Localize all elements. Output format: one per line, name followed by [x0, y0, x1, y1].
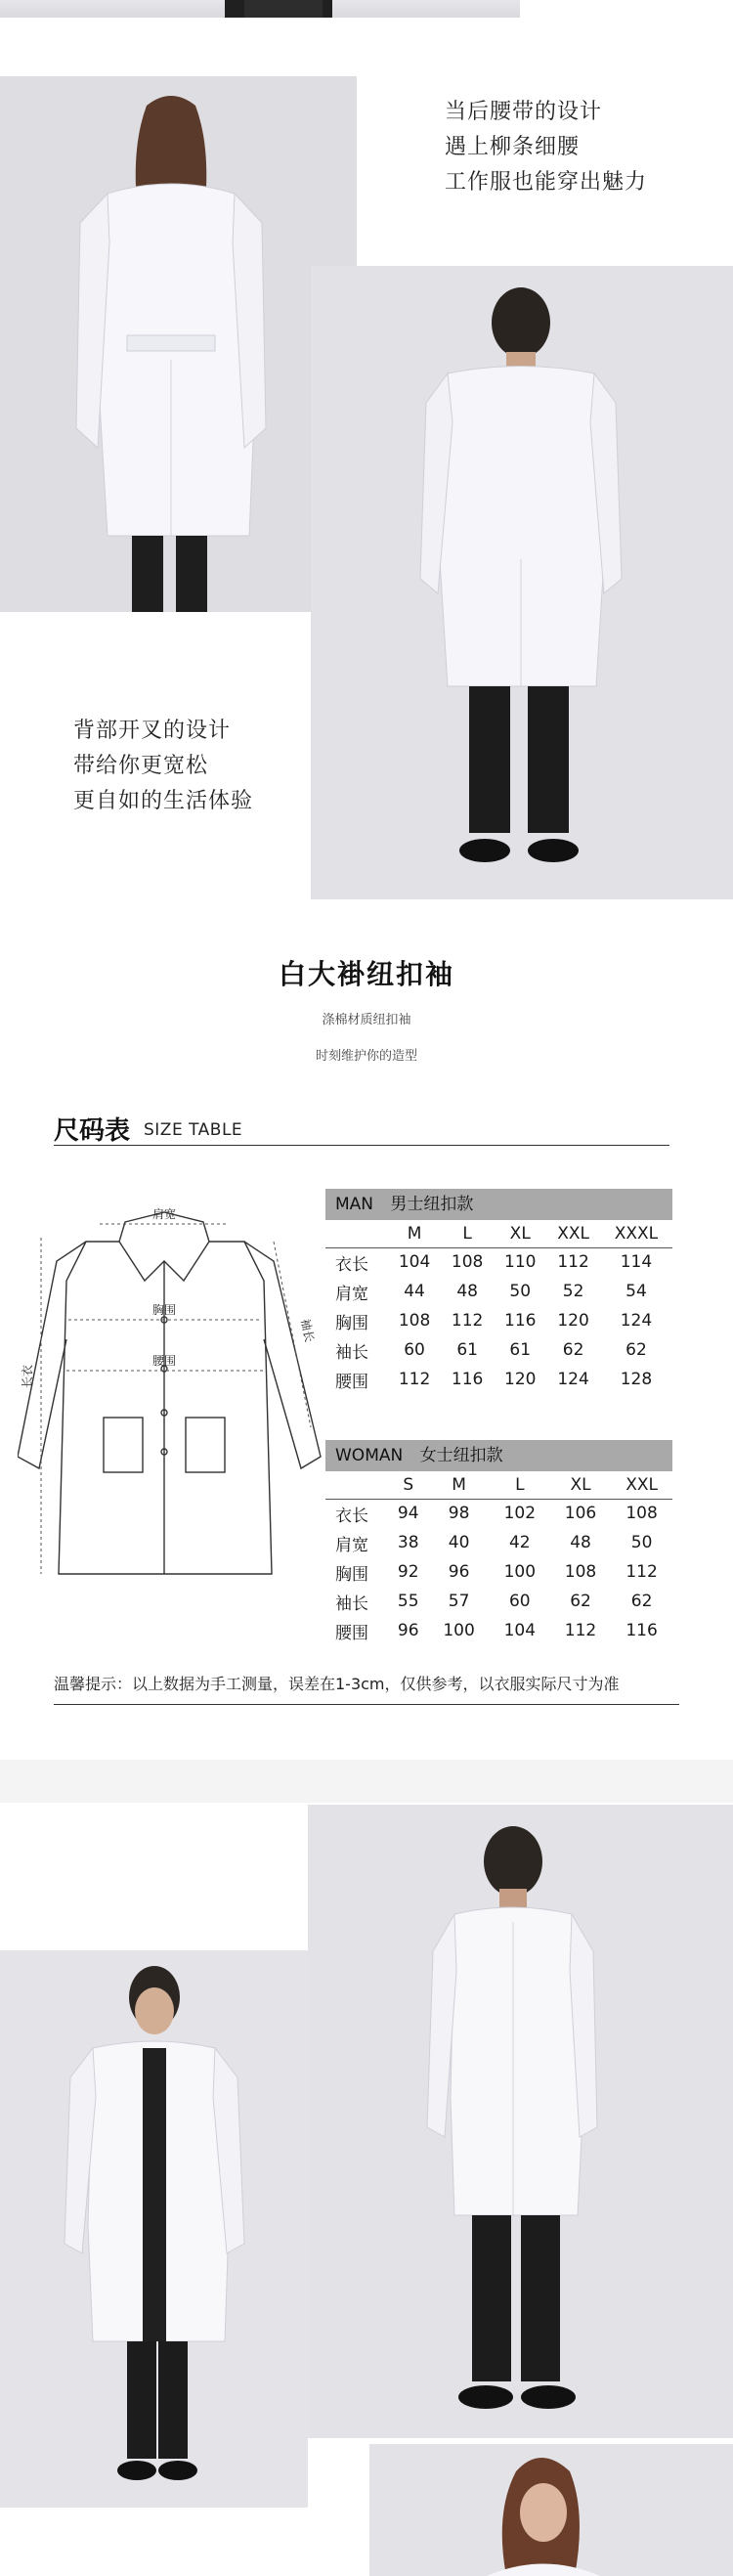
row-label: 肩宽: [335, 1284, 368, 1304]
man-table-header-bar: [325, 1189, 672, 1220]
table-cell: 112: [625, 1562, 658, 1582]
diagram-label-shoulder: 肩宽: [151, 1207, 177, 1221]
table-cell: 57: [448, 1592, 470, 1611]
table-cell: 61: [456, 1340, 478, 1360]
table-cell: 112: [564, 1621, 597, 1640]
size-col-header: S: [388, 1471, 428, 1499]
table-cell: 52: [562, 1282, 584, 1301]
caption-line: 工作服也能穿出魅力: [445, 170, 648, 195]
caption-line: 遇上柳条细腰: [445, 135, 581, 159]
size-col-header: M: [428, 1471, 489, 1499]
table-row: [325, 1499, 672, 1528]
size-header-row: [325, 1471, 672, 1499]
woman-front-view-photo: [369, 2444, 733, 2576]
woman-size-grid: [325, 1471, 672, 1645]
table-cell: 48: [570, 1533, 591, 1552]
table-cell: 112: [451, 1311, 484, 1331]
table-cell: 55: [397, 1592, 419, 1611]
row-label: 腰围: [335, 1372, 368, 1392]
table-cell: 62: [625, 1340, 647, 1360]
product-subtitle-2: 时刻维护你的造型: [315, 1049, 417, 1064]
size-col-header: XL: [494, 1220, 546, 1247]
table-row: [325, 1557, 672, 1587]
table-cell: 62: [562, 1340, 584, 1360]
row-label: 袖长: [335, 1594, 368, 1614]
row-label: 胸围: [335, 1564, 368, 1585]
man-size-grid: [325, 1220, 672, 1394]
table-cell: 54: [625, 1282, 647, 1301]
size-col-header: L: [441, 1220, 494, 1247]
woman-table-header-bar: [325, 1440, 672, 1471]
row-label: 衣长: [335, 1254, 368, 1275]
woman-label-zh: 女士纽扣款: [419, 1446, 503, 1465]
size-table-heading-en: SIZE TABLE: [144, 1120, 243, 1140]
table-row: [325, 1616, 672, 1645]
table-row: [325, 1277, 672, 1306]
man-side-view-photo: [308, 1805, 733, 2438]
table-row: [325, 1365, 672, 1394]
size-header-blank: [325, 1471, 388, 1499]
product-title: 白大褂纽扣袖: [278, 958, 454, 990]
diagram-label-waist: 腰围: [151, 1354, 177, 1368]
table-row: [325, 1587, 672, 1616]
caption-line: 更自如的生活体验: [73, 789, 254, 813]
table-cell: 124: [620, 1311, 653, 1331]
diagram-label-chest: 胸围: [151, 1303, 177, 1317]
size-table-heading: [54, 1107, 669, 1146]
table-cell: 94: [397, 1504, 419, 1524]
row-label: 腰围: [335, 1623, 368, 1643]
table-cell: 114: [620, 1252, 653, 1273]
top-cropped-photo: [0, 0, 520, 18]
man-front-view-photo: [0, 1950, 308, 2508]
table-cell: 116: [504, 1311, 537, 1331]
product-subtitle-1: 涤棉材质纽扣袖: [322, 1013, 411, 1027]
table-cell: 112: [398, 1370, 431, 1389]
row-label: 胸围: [335, 1313, 368, 1333]
row-label: 肩宽: [335, 1535, 368, 1555]
woman-size-table: [325, 1440, 672, 1645]
table-cell: 100: [443, 1621, 475, 1640]
table-cell: 116: [625, 1621, 658, 1640]
table-cell: 96: [397, 1621, 419, 1640]
man-back-view-photo: [311, 266, 733, 899]
table-cell: 38: [397, 1533, 419, 1552]
caption-line: 背部开叉的设计: [73, 719, 232, 743]
table-cell: 108: [398, 1311, 431, 1331]
table-row: [325, 1528, 672, 1557]
table-cell: 42: [508, 1533, 531, 1552]
size-col-header: XXL: [611, 1471, 672, 1499]
table-cell: 108: [451, 1252, 484, 1273]
woman-label-en: WOMAN: [335, 1446, 404, 1465]
table-cell: 50: [509, 1282, 532, 1301]
table-cell: 108: [564, 1562, 597, 1582]
size-table-heading-zh: 尺码表: [54, 1116, 131, 1146]
table-cell: 104: [398, 1252, 431, 1273]
caption-line: 带给你更宽松: [73, 754, 209, 778]
table-cell: 124: [557, 1370, 589, 1389]
table-cell: 100: [503, 1562, 537, 1582]
table-cell: 112: [557, 1252, 589, 1273]
size-note: 温馨提示：以上数据为手工测量，误差在1-3cm，仅供参考，以衣服实际尺寸为准: [54, 1672, 679, 1705]
table-cell: 50: [630, 1533, 653, 1552]
table-cell: 98: [448, 1504, 470, 1524]
table-cell: 60: [404, 1340, 425, 1360]
size-col-header: L: [490, 1471, 550, 1499]
size-col-header: M: [388, 1220, 441, 1247]
table-cell: 96: [448, 1562, 470, 1582]
table-cell: 120: [557, 1311, 589, 1331]
table-cell: 40: [448, 1533, 470, 1552]
man-label-en: MAN: [335, 1195, 374, 1214]
row-label: 袖长: [335, 1342, 368, 1363]
table-cell: 62: [570, 1592, 591, 1611]
size-header-row: [325, 1220, 672, 1247]
table-cell: 44: [404, 1282, 425, 1301]
caption-line: 当后腰带的设计: [445, 100, 603, 124]
table-cell: 108: [625, 1504, 658, 1524]
row-label: 衣长: [335, 1506, 368, 1526]
table-row: [325, 1335, 672, 1365]
table-cell: 92: [397, 1562, 419, 1582]
table-row: [325, 1247, 672, 1277]
table-cell: 128: [620, 1370, 653, 1389]
coat-diagram-svg: [18, 1202, 323, 1594]
man-size-table: [325, 1189, 672, 1394]
size-header-blank: [325, 1220, 388, 1247]
table-cell: 62: [630, 1592, 653, 1611]
diagram-label-sleeve: 袖长: [298, 1317, 317, 1344]
table-cell: 106: [564, 1504, 597, 1524]
table-cell: 104: [503, 1621, 537, 1640]
table-cell: 116: [451, 1370, 484, 1389]
size-col-header: XL: [550, 1471, 611, 1499]
table-cell: 60: [508, 1592, 531, 1611]
size-col-header: XXL: [546, 1220, 600, 1247]
lab-coat-outline-icon: [18, 1202, 323, 1594]
table-cell: 61: [509, 1340, 532, 1360]
section1-caption: [445, 95, 647, 200]
table-cell: 102: [503, 1504, 537, 1524]
man-label-zh: 男士纽扣款: [390, 1195, 474, 1214]
size-col-header: XXXL: [600, 1220, 672, 1247]
table-cell: 48: [456, 1282, 478, 1301]
section2-caption: [73, 714, 253, 819]
table-cell: 110: [504, 1252, 537, 1273]
table-cell: 120: [504, 1370, 537, 1389]
woman-back-view-photo: [0, 76, 357, 612]
table-row: [325, 1306, 672, 1335]
diagram-label-length: 长衣: [21, 1364, 34, 1388]
section-divider: [0, 1760, 733, 1803]
